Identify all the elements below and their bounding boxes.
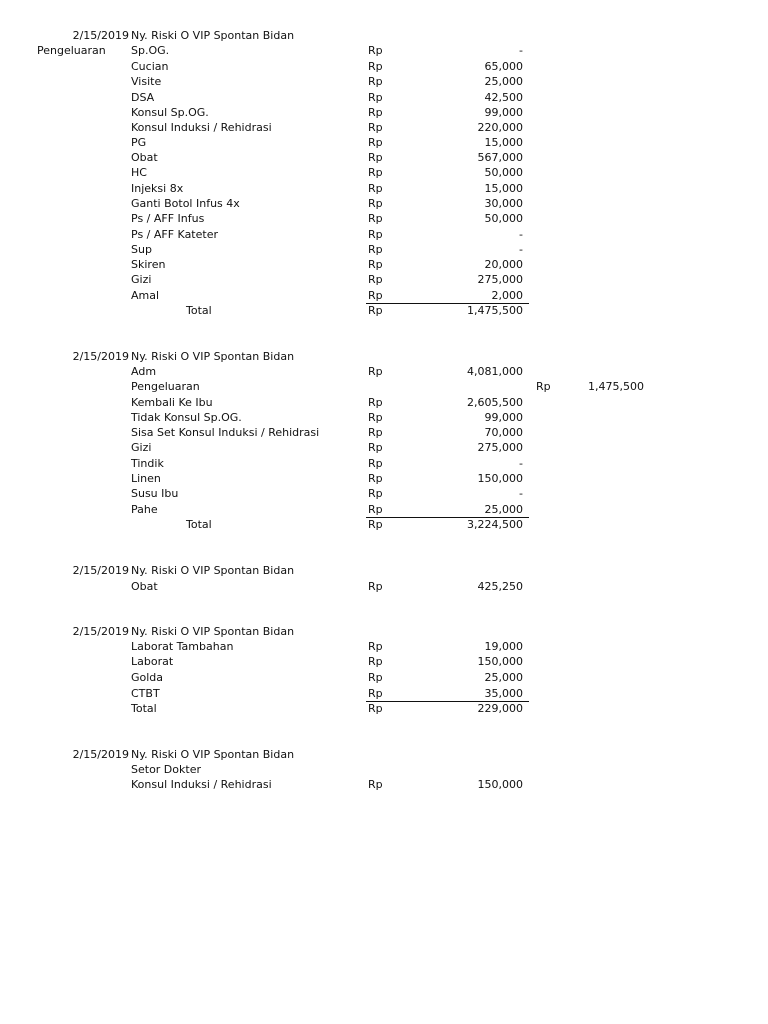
currency-label: Rp xyxy=(368,75,383,88)
currency-label: Rp xyxy=(368,91,383,104)
amount-value: - xyxy=(519,228,523,241)
ledger-row xyxy=(0,59,768,74)
item-label: DSA xyxy=(131,91,155,104)
item-label: Setor Dokter xyxy=(131,763,201,776)
item-label: Linen xyxy=(131,472,161,485)
total-row xyxy=(0,701,768,716)
section-header xyxy=(0,624,768,639)
currency-label: Rp xyxy=(368,197,383,210)
currency-label: Rp xyxy=(368,304,383,317)
amount-value: 275,000 xyxy=(477,273,523,286)
patient-title: Ny. Riski O VIP Spontan Bidan xyxy=(131,748,295,761)
patient-title: Ny. Riski O VIP Spontan Bidan xyxy=(131,350,295,363)
amount-value: 65,000 xyxy=(484,60,523,73)
item-label: Konsul Induksi / Rehidrasi xyxy=(131,778,272,791)
entry-date: 2/15/2019 xyxy=(72,29,129,42)
ledger-row xyxy=(0,777,768,792)
amount-value: 50,000 xyxy=(484,166,523,179)
item-label: HC xyxy=(131,166,147,179)
amount-value: 30,000 xyxy=(484,197,523,210)
currency-label: Rp xyxy=(368,60,383,73)
item-label: Gizi xyxy=(131,273,152,286)
currency-label: Rp xyxy=(368,518,383,531)
amount-value: 220,000 xyxy=(477,121,523,134)
ledger-row xyxy=(0,456,768,471)
total-row xyxy=(0,303,768,318)
item-label: Skiren xyxy=(131,258,166,271)
currency-label: Rp xyxy=(368,273,383,286)
total-label: Total xyxy=(186,304,212,317)
ledger-row xyxy=(0,364,768,379)
ledger-row xyxy=(0,654,768,669)
item-label: Sup xyxy=(131,243,152,256)
item-label: Visite xyxy=(131,75,162,88)
currency-label: Rp xyxy=(368,640,383,653)
item-label: Pahe xyxy=(131,503,158,516)
ledger-row xyxy=(0,74,768,89)
patient-title: Ny. Riski O VIP Spontan Bidan xyxy=(131,625,295,638)
item-label: Tidak Konsul Sp.OG. xyxy=(131,411,242,424)
currency-label: Rp xyxy=(368,365,383,378)
amount-value: 4,081,000 xyxy=(467,365,523,378)
item-label: Obat xyxy=(131,151,158,164)
amount-value: 275,000 xyxy=(477,441,523,454)
currency-label: Rp xyxy=(368,258,383,271)
item-label: Sisa Set Konsul Induksi / Rehidrasi xyxy=(131,426,320,439)
item-label: Pengeluaran xyxy=(131,380,200,393)
currency-label: Rp xyxy=(368,212,383,225)
ledger-row xyxy=(0,502,768,517)
item-label: Amal xyxy=(131,289,160,302)
patient-title: Ny. Riski O VIP Spontan Bidan xyxy=(131,564,295,577)
ledger-row xyxy=(0,120,768,135)
currency-label: Rp xyxy=(368,396,383,409)
amount-value: 150,000 xyxy=(477,472,523,485)
ledger-row xyxy=(0,639,768,654)
ledger-row xyxy=(0,395,768,410)
section-header xyxy=(0,563,768,578)
amount-value: 25,000 xyxy=(484,75,523,88)
entry-date: 2/15/2019 xyxy=(72,564,129,577)
amount-value: - xyxy=(519,487,523,500)
item-label: CTBT xyxy=(131,687,160,700)
ledger-row xyxy=(0,762,768,777)
currency-label: Rp xyxy=(368,151,383,164)
item-label: Laborat xyxy=(131,655,174,668)
item-label: Adm xyxy=(131,365,157,378)
item-label: Susu Ibu xyxy=(131,487,179,500)
currency-label: Rp xyxy=(368,136,383,149)
amount-value: 150,000 xyxy=(477,655,523,668)
item-label: PG xyxy=(131,136,147,149)
currency-label: Rp xyxy=(368,243,383,256)
ledger-row xyxy=(0,257,768,272)
ledger-row xyxy=(0,150,768,165)
section-header xyxy=(0,747,768,762)
ledger-row xyxy=(0,471,768,486)
item-label: Konsul Sp.OG. xyxy=(131,106,209,119)
ledger-row xyxy=(0,579,768,594)
currency-label: Rp xyxy=(368,687,383,700)
currency-label: Rp xyxy=(368,441,383,454)
amount-value: 567,000 xyxy=(477,151,523,164)
ledger-row xyxy=(0,105,768,120)
total-label: Total xyxy=(131,702,157,715)
currency-label: Rp xyxy=(536,380,551,393)
amount-value: 2,000 xyxy=(491,289,523,302)
currency-label: Rp xyxy=(368,655,383,668)
item-label: Obat xyxy=(131,580,158,593)
amount-value: 2,605,500 xyxy=(467,396,523,409)
currency-label: Rp xyxy=(368,182,383,195)
amount-value: - xyxy=(519,457,523,470)
amount-value: 99,000 xyxy=(484,411,523,424)
ledger-row xyxy=(0,379,768,394)
entry-date: 2/15/2019 xyxy=(72,350,129,363)
amount-value: 20,000 xyxy=(484,258,523,271)
total-value: 1,475,500 xyxy=(467,304,523,317)
item-label: Ps / AFF Infus xyxy=(131,212,205,225)
amount-value: 42,500 xyxy=(484,91,523,104)
amount-value: 25,000 xyxy=(484,671,523,684)
currency-label: Rp xyxy=(368,487,383,500)
item-label: Ganti Botol Infus 4x xyxy=(131,197,240,210)
amount-value: 25,000 xyxy=(484,503,523,516)
amount-value: 35,000 xyxy=(484,687,523,700)
total-label: Total xyxy=(186,518,212,531)
entry-date: 2/15/2019 xyxy=(72,625,129,638)
item-label: Gizi xyxy=(131,441,152,454)
patient-title: Ny. Riski O VIP Spontan Bidan xyxy=(131,29,295,42)
ledger-row xyxy=(0,686,768,701)
amount-value: - xyxy=(519,243,523,256)
currency-label: Rp xyxy=(368,778,383,791)
currency-label: Rp xyxy=(368,671,383,684)
ledger-row xyxy=(0,425,768,440)
currency-label: Rp xyxy=(368,472,383,485)
ledger-row xyxy=(0,135,768,150)
ledger-row xyxy=(0,410,768,425)
ledger-row xyxy=(0,242,768,257)
ledger-row xyxy=(0,165,768,180)
currency-label: Rp xyxy=(368,702,383,715)
item-label: Injeksi 8x xyxy=(131,182,184,195)
currency-label: Rp xyxy=(368,289,383,302)
amount-value: 15,000 xyxy=(484,136,523,149)
amount-value: 70,000 xyxy=(484,426,523,439)
section-header xyxy=(0,349,768,364)
section-header xyxy=(0,28,768,43)
ledger-row xyxy=(0,227,768,242)
amount-value: 1,475,500 xyxy=(588,380,644,393)
ledger-row xyxy=(0,670,768,685)
ledger-row xyxy=(0,43,768,58)
category-label: Pengeluaran xyxy=(37,44,106,57)
item-label: Ps / AFF Kateter xyxy=(131,228,218,241)
currency-label: Rp xyxy=(368,106,383,119)
amount-value: 50,000 xyxy=(484,212,523,225)
currency-label: Rp xyxy=(368,228,383,241)
currency-label: Rp xyxy=(368,121,383,134)
amount-value: 15,000 xyxy=(484,182,523,195)
currency-label: Rp xyxy=(368,580,383,593)
item-label: Konsul Induksi / Rehidrasi xyxy=(131,121,272,134)
currency-label: Rp xyxy=(368,503,383,516)
currency-label: Rp xyxy=(368,426,383,439)
amount-value: 19,000 xyxy=(484,640,523,653)
ledger-row xyxy=(0,90,768,105)
ledger-row xyxy=(0,272,768,287)
item-label: Golda xyxy=(131,671,164,684)
currency-label: Rp xyxy=(368,411,383,424)
total-row xyxy=(0,517,768,532)
total-value: 229,000 xyxy=(477,702,523,715)
item-label: Tindik xyxy=(131,457,164,470)
ledger-row xyxy=(0,288,768,303)
item-label: Kembali Ke Ibu xyxy=(131,396,213,409)
amount-value: - xyxy=(519,44,523,57)
item-label: Laborat Tambahan xyxy=(131,640,234,653)
amount-value: 150,000 xyxy=(477,778,523,791)
ledger-row xyxy=(0,196,768,211)
currency-label: Rp xyxy=(368,166,383,179)
item-label: Cucian xyxy=(131,60,169,73)
currency-label: Rp xyxy=(368,44,383,57)
entry-date: 2/15/2019 xyxy=(72,748,129,761)
total-value: 3,224,500 xyxy=(467,518,523,531)
item-label: Sp.OG. xyxy=(131,44,170,57)
amount-value: 99,000 xyxy=(484,106,523,119)
ledger-row xyxy=(0,440,768,455)
ledger-row xyxy=(0,211,768,226)
ledger-row xyxy=(0,181,768,196)
ledger-row xyxy=(0,486,768,501)
amount-value: 425,250 xyxy=(477,580,523,593)
currency-label: Rp xyxy=(368,457,383,470)
